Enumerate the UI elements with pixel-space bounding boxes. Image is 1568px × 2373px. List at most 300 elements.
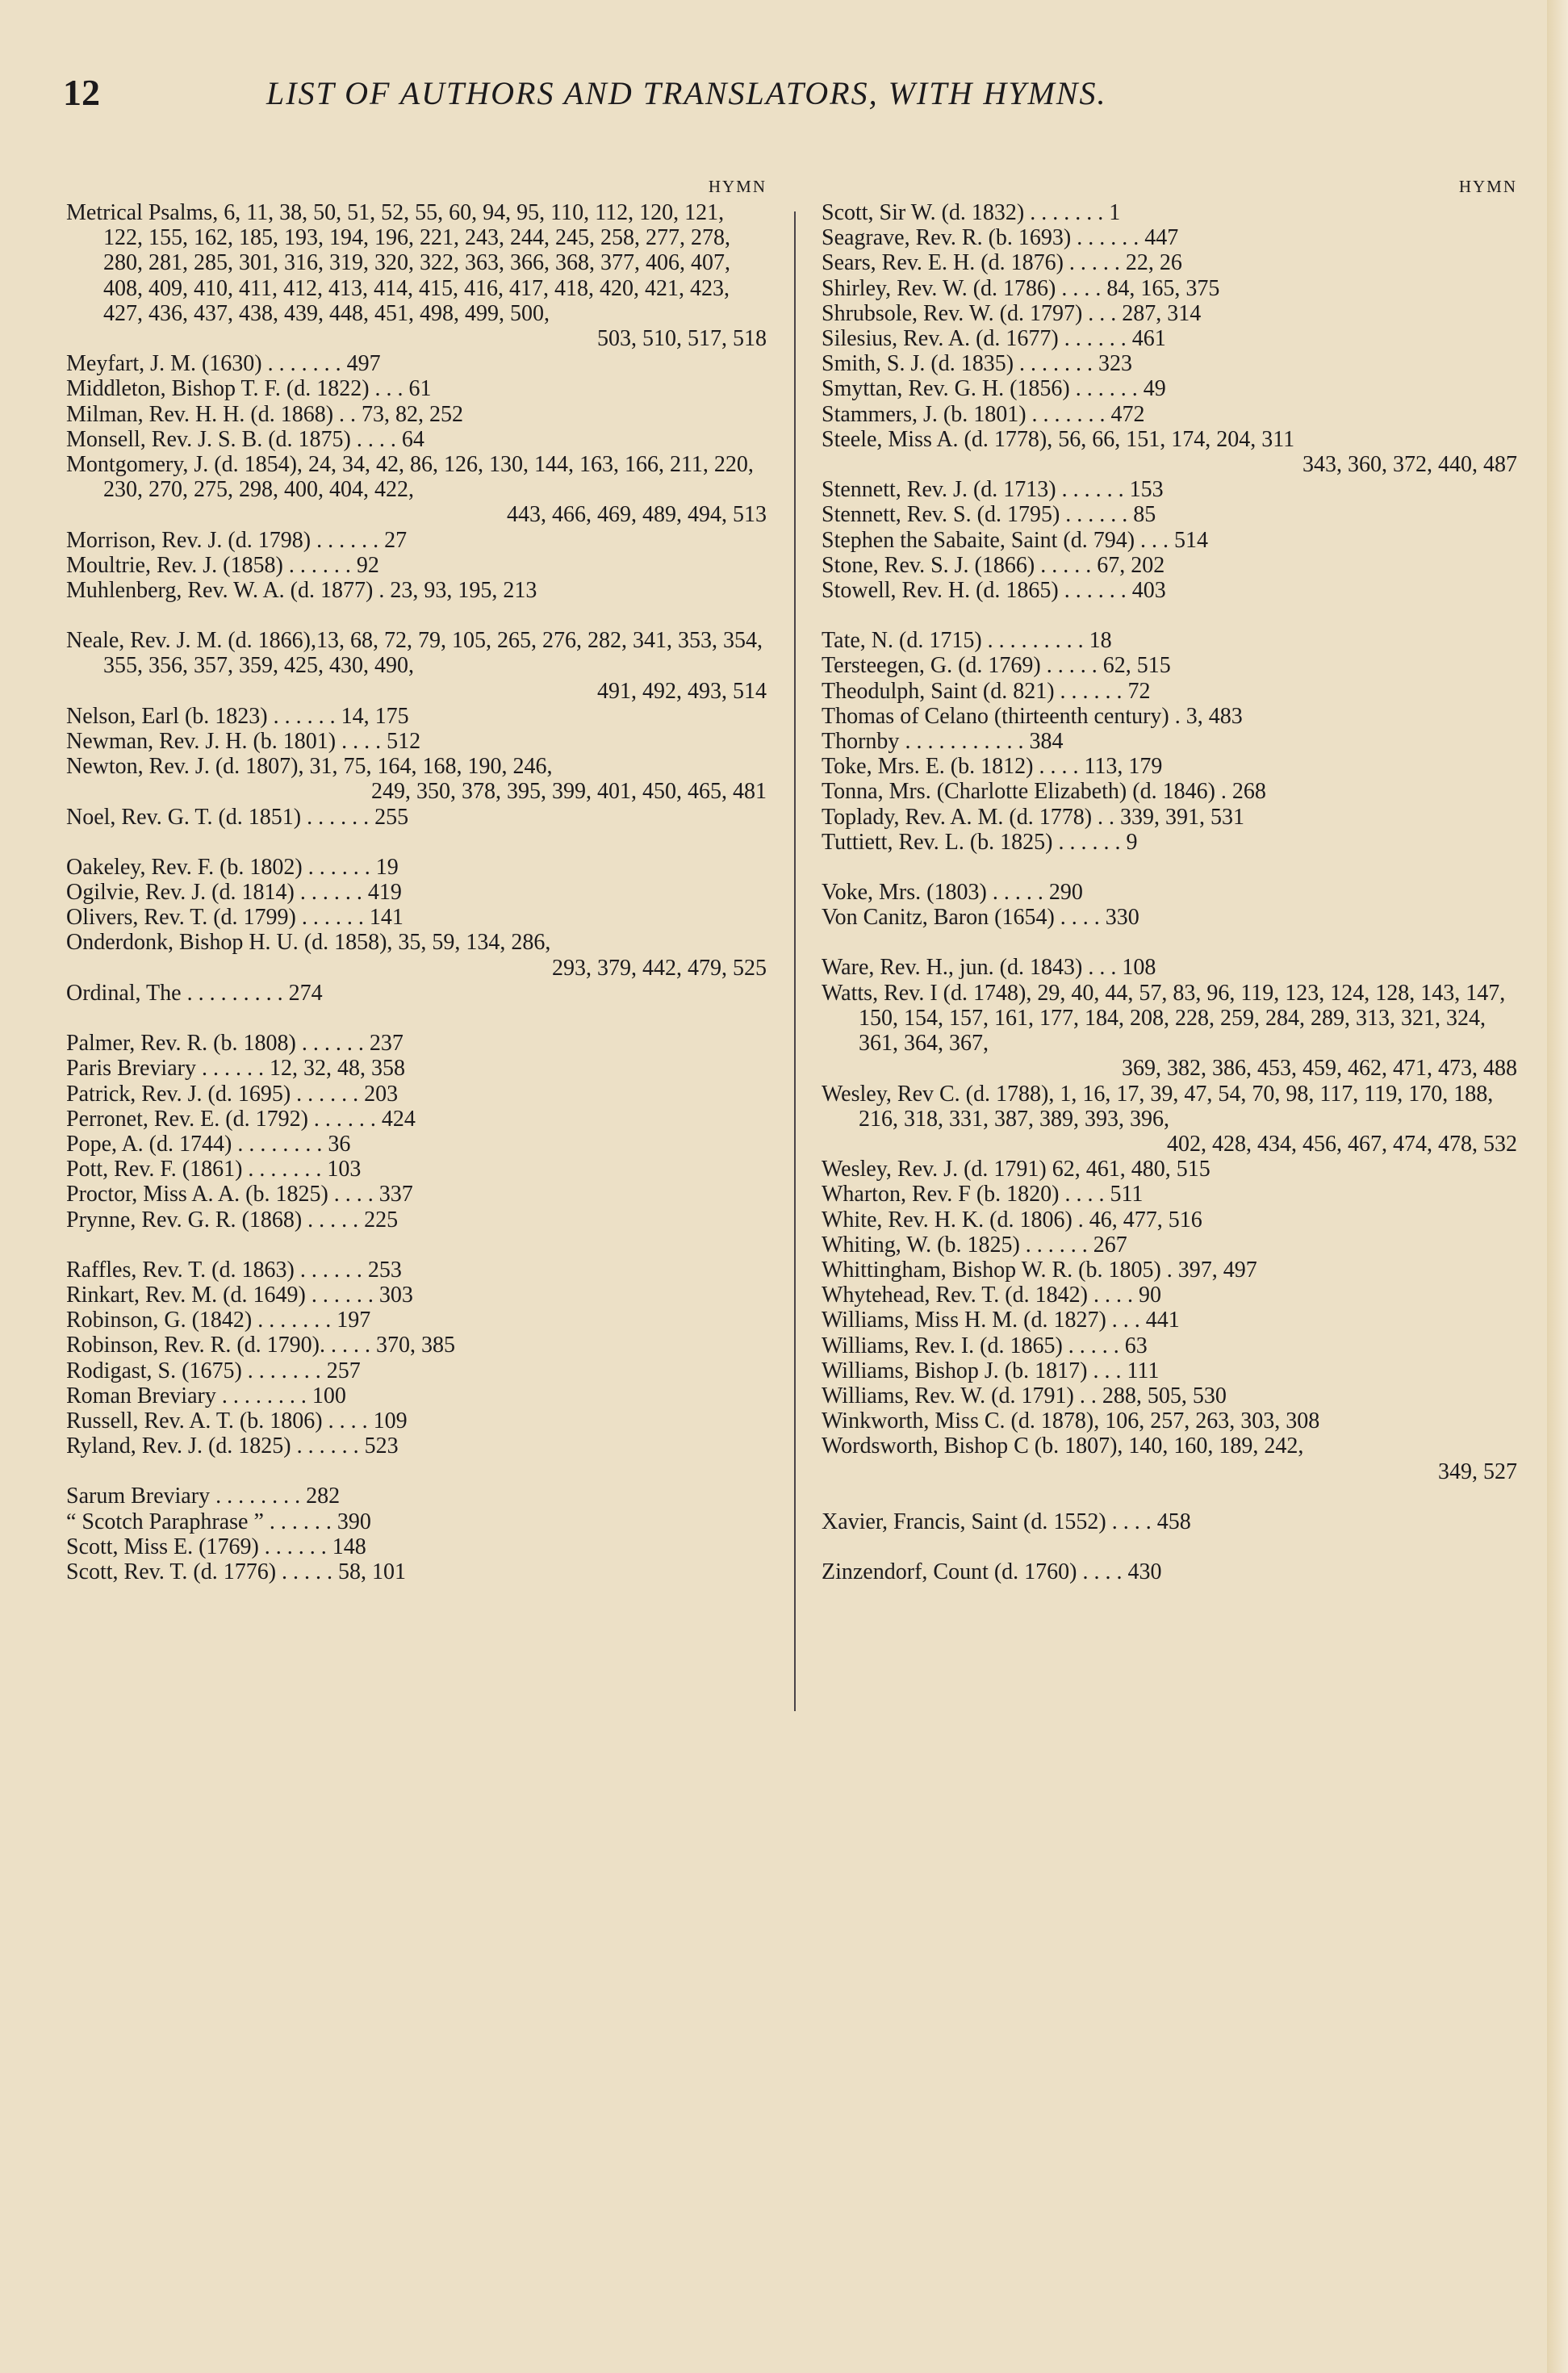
dot-leader: . . . [1135, 527, 1175, 553]
hymn-numbers: 141 [369, 905, 403, 931]
dot-leader: . . . . . . . [1014, 351, 1099, 377]
index-entry [66, 427, 767, 452]
author-name: Pope, A. (d. 1744) [66, 1131, 232, 1157]
dot-leader: . . . . . . [267, 703, 341, 729]
hymn-numbers: 62, 461, 480, 515 [1052, 1157, 1210, 1182]
hymn-numbers: 447 [1144, 225, 1179, 251]
author-name: Roman Breviary [66, 1383, 216, 1408]
author-name: Perronet, Rev. E. (d. 1792) [66, 1106, 308, 1132]
index-entry [66, 905, 767, 930]
dot-leader: . . . . . . [282, 552, 357, 578]
index-entry [822, 880, 1517, 905]
dot-leader: . . . . . . . . [210, 1484, 307, 1509]
author-name: Stennett, Rev. J. (d. 1713) [822, 477, 1056, 503]
hymn-numbers-continued: 491, 492, 493, 514 [597, 678, 767, 704]
dot-leader: . . . . . . [263, 1509, 337, 1534]
author-name: Ogilvie, Rev. J. (d. 1814) [66, 880, 295, 906]
index-entry [822, 326, 1517, 351]
dot-leader: . . . . . . [311, 527, 385, 553]
hymn-numbers: 19 [375, 854, 399, 880]
author-name: Toplady, Rev. A. M. (d. 1778) [822, 804, 1093, 830]
index-entry [66, 1182, 767, 1207]
hymn-numbers: 35, 59, 134, 286, [398, 930, 551, 956]
hymn-numbers-continued: 443, 466, 469, 489, 494, 513 [507, 502, 767, 528]
author-name: Olivers, Rev. T. (d. 1799) [66, 905, 296, 931]
index-entry [822, 830, 1517, 855]
author-name: Nelson, Earl (b. 1823) [66, 703, 268, 729]
hymn-numbers: 18 [1089, 628, 1112, 654]
author-name: Stammers, J. (b. 1801) [822, 401, 1027, 427]
hymn-numbers: 197 [337, 1308, 371, 1333]
index-entry [822, 704, 1517, 729]
dot-leader: . . . . [1033, 754, 1085, 780]
hymn-numbers: 111 [1127, 1358, 1160, 1383]
hymn-numbers: 46, 477, 516 [1089, 1207, 1202, 1233]
index-entry [66, 1283, 767, 1308]
hymn-numbers: 92 [356, 552, 379, 578]
hymn-numbers: 84, 165, 375 [1106, 275, 1220, 301]
hymn-numbers: 441 [1145, 1308, 1180, 1333]
author-name: Milman, Rev. H. H. (d. 1868) [66, 401, 334, 427]
index-entry [66, 200, 767, 351]
index-entry [822, 1408, 1517, 1433]
hymn-numbers: 148 [332, 1534, 366, 1559]
author-name: “ Scotch Paraphrase ” [66, 1509, 264, 1534]
hymn-numbers: 514 [1174, 527, 1209, 553]
author-name: Pott, Rev. F. (1861) [66, 1157, 243, 1182]
index-entry [822, 1358, 1517, 1383]
index-entry [822, 553, 1517, 578]
author-name: Williams, Rev. W. (d. 1791) [822, 1383, 1074, 1408]
author-name: Wharton, Rev. F (b. 1820) [822, 1182, 1060, 1207]
index-entry [66, 880, 767, 905]
index-entry [822, 805, 1517, 830]
author-name: Tonna, Mrs. (Charlotte Elizabeth) (d. 1846) [822, 779, 1215, 805]
hymn-numbers-continued: 249, 350, 378, 395, 399, 401, 450, 465, 481 [371, 779, 767, 805]
author-name: Rinkart, Rev. M. (d. 1649) [66, 1282, 306, 1308]
index-entry [822, 1509, 1517, 1534]
hymn-numbers: 64 [401, 426, 424, 452]
left-column [66, 173, 767, 1584]
index-entry [66, 351, 767, 376]
index-entry [822, 1207, 1517, 1233]
author-name: Ryland, Rev. J. (d. 1825) [66, 1433, 291, 1459]
index-entry [66, 628, 767, 704]
author-name: Palmer, Rev. R. (b. 1808) [66, 1031, 296, 1057]
dot-leader: . . . [1082, 300, 1123, 326]
dot-leader: . . . . . . [294, 1257, 368, 1283]
dot-leader: . . . [1106, 1308, 1146, 1333]
hymn-numbers: 29, 40, 44, 57, 83, 96, 119, 123, 124, 128, 143, 147, 150, 154, 157, 161, 177, 184, 208, 228, 259, 284, 289, 313, 321, 324, 361, 364, 367, [859, 980, 1506, 1057]
author-name: Raffles, Rev. T. (d. 1863) [66, 1257, 295, 1283]
index-entry [66, 1031, 767, 1056]
hymn-numbers: 24, 34, 42, 86, 126, 130, 144, 163, 166, 211, 220, 230, 270, 275, 298, 400, 404, 422, [103, 452, 754, 503]
author-name: Tersteegen, G. (d. 1769) [822, 653, 1041, 679]
author-name: Oakeley, Rev. F. (b. 1802) [66, 854, 303, 880]
hymn-numbers: 458 [1156, 1509, 1191, 1534]
dot-leader: . . . . . . [294, 880, 368, 906]
dot-leader: . . . . [324, 1333, 376, 1358]
index-entry [822, 729, 1517, 754]
author-name: Morrison, Rev. J. (d. 1798) [66, 527, 312, 553]
dot-leader: . . . . [1059, 1182, 1110, 1207]
left-entries [66, 200, 767, 1584]
author-name: Meyfart, J. M. (1630) [66, 351, 262, 377]
index-entry [822, 250, 1517, 275]
dot-leader: . . . . . . [1058, 326, 1132, 352]
hymn-numbers: 403 [1131, 578, 1166, 604]
dot-leader: . . . . . . [291, 1081, 365, 1107]
dot-leader: . . . . . . [1069, 376, 1144, 402]
index-entry [66, 1534, 767, 1559]
dot-leader: . . . . . . [307, 1106, 382, 1132]
author-name: Shrubsole, Rev. W. (d. 1797) [822, 300, 1083, 326]
hymn-numbers: 3, 483 [1185, 703, 1243, 729]
dot-leader: . . . . . . . [241, 1358, 327, 1383]
dot-leader: . . . [1082, 955, 1123, 981]
hymn-numbers: 140, 160, 189, 242, [1128, 1433, 1304, 1459]
index-entry [66, 1433, 767, 1459]
dot-leader: . . . . . [1035, 552, 1098, 578]
hymn-numbers: 67, 202 [1097, 552, 1165, 578]
author-name: Newton, Rev. J. (d. 1807), [66, 754, 304, 780]
hymn-numbers: 31, 75, 164, 168, 190, 246, [309, 754, 553, 780]
dot-leader: . . . . . . [1058, 578, 1132, 604]
dot-leader: . . . . . . [291, 1433, 365, 1459]
index-entry [66, 1082, 767, 1107]
dot-leader: . [373, 578, 391, 604]
index-entry [66, 1484, 767, 1509]
hymn-numbers: 56, 66, 151, 174, 204, 311 [1058, 426, 1295, 452]
author-name: Metrical Psalms, [66, 200, 219, 225]
index-entry [66, 1333, 767, 1358]
hymn-numbers: 523 [364, 1433, 399, 1459]
author-name: Smyttan, Rev. G. H. (1856) [822, 376, 1070, 402]
left-column-heading: HYMN [708, 177, 767, 196]
author-name: Tate, N. (d. 1715) [822, 628, 982, 654]
index-entry [822, 1308, 1517, 1333]
hymn-numbers: 61 [408, 376, 432, 402]
index-entry [66, 1107, 767, 1132]
author-name: Stennett, Rev. S. (d. 1795) [822, 502, 1060, 528]
author-name: White, Rev. H. K. (d. 1806) [822, 1207, 1073, 1233]
index-entry [822, 779, 1517, 804]
hymn-numbers: 419 [367, 880, 402, 906]
author-name: Steele, Miss A. (d. 1778), [822, 426, 1053, 452]
author-name: Wesley, Rev C. (d. 1788), [822, 1081, 1055, 1107]
author-name: Watts, Rev. I (d. 1748), [822, 980, 1032, 1006]
dot-leader: . . . . [1106, 1509, 1157, 1534]
index-entry [66, 1308, 767, 1333]
dot-leader: . . . . [1077, 1559, 1128, 1584]
hymn-numbers: 12, 32, 48, 358 [269, 1056, 405, 1082]
author-name: Scott, Miss E. (1769) [66, 1534, 259, 1559]
hymn-numbers: 253 [367, 1257, 402, 1283]
hymn-numbers: 108 [1122, 955, 1156, 981]
dot-leader: . . . . . . [295, 1031, 370, 1057]
dot-leader: . . . . . . [1052, 829, 1127, 855]
dot-leader: . . . . . . [302, 854, 376, 880]
dot-leader: . . . . . . . [261, 351, 347, 377]
hymn-numbers: 63 [1124, 1333, 1148, 1358]
hymn-numbers: 203 [364, 1081, 399, 1107]
hymn-numbers: 397, 497 [1177, 1257, 1257, 1283]
hymn-numbers: 290 [1048, 880, 1083, 906]
hymn-numbers: 339, 391, 531 [1120, 804, 1245, 830]
index-entry [66, 855, 767, 880]
author-name: Theodulph, Saint (d. 821) [822, 678, 1055, 704]
index-entry [822, 905, 1517, 930]
dot-leader: . . . . [1087, 1283, 1139, 1308]
author-name: Monsell, Rev. J. S. B. (d. 1875) [66, 426, 351, 452]
dot-leader: . . . . . [1040, 653, 1103, 679]
column-divider [794, 211, 796, 1711]
dot-leader: . . . . . . [1056, 477, 1130, 503]
index-entry [822, 679, 1517, 704]
author-name: Onderdonk, Bishop H. U. (d. 1858), [66, 930, 393, 956]
hymn-numbers: 323 [1098, 351, 1133, 377]
dot-leader: . [1215, 779, 1232, 805]
hymn-numbers: 85 [1133, 502, 1156, 528]
hymn-numbers-continued: 369, 382, 386, 453, 459, 462, 471, 473, 488 [1122, 1056, 1517, 1082]
hymn-numbers: 384 [1029, 729, 1064, 755]
author-name: Xavier, Francis, Saint (d. 1552) [822, 1509, 1106, 1534]
dot-leader: . . . . . [1063, 250, 1126, 276]
hymn-numbers: 1 [1109, 200, 1121, 225]
index-entry [66, 704, 767, 729]
author-name: Von Canitz, Baron (1654) [822, 905, 1055, 931]
hymn-numbers: 225 [364, 1207, 399, 1233]
hymn-numbers: 497 [346, 351, 381, 377]
dot-leader: . . . . . . . . . [181, 980, 289, 1006]
hymn-numbers: 337 [378, 1182, 413, 1207]
dot-leader: . . . . . . [1019, 1232, 1093, 1258]
author-name: Sarum Breviary [66, 1484, 211, 1509]
author-name: Scott, Sir W. (d. 1832) [822, 200, 1025, 225]
index-entry [822, 1383, 1517, 1408]
author-name: Robinson, G. (1842) [66, 1308, 253, 1333]
hymn-numbers-continued: 349, 527 [1438, 1459, 1517, 1484]
dot-leader: . [1160, 1257, 1178, 1283]
hymn-numbers: 511 [1110, 1182, 1144, 1207]
index-entry [822, 981, 1517, 1082]
hymn-numbers: 6, 11, 38, 50, 51, 52, 55, 60, 94, 95, 110, 112, 120, 121, 122, 155, 162, 185, 193, 194, 196, 221, 243, 244, 245, 258, 277, 278, 280, 281, 285, 301, 316, 319, 320, 322, 363, 366, 368, 377, 406, 407, 408, 409, 410, 411, 412, 413, 414, 415, 416, 417, 418, 420, 421, 423, 427, 436, 437, 438, 439, 448, 451, 498, 499, 500, [103, 200, 730, 326]
hymn-numbers: 268 [1231, 779, 1266, 805]
dot-leader: . . . . . . [258, 1534, 332, 1559]
author-name: Smith, S. J. (d. 1835) [822, 351, 1014, 377]
dot-leader: . . . . . [1062, 1333, 1125, 1358]
author-name: Montgomery, J. (d. 1854), [66, 452, 303, 478]
index-entry [822, 754, 1517, 779]
index-entry [822, 628, 1517, 653]
dot-leader: . . . . [1054, 905, 1106, 931]
index-entry [66, 1509, 767, 1534]
author-name: Scott, Rev. T. (d. 1776) [66, 1559, 277, 1584]
index-entry [822, 1233, 1517, 1258]
hymn-numbers: 472 [1110, 401, 1145, 427]
index-entry [822, 1559, 1517, 1584]
index-entry [66, 402, 767, 427]
hymn-numbers: 73, 82, 252 [362, 401, 464, 427]
hymn-numbers: 49 [1143, 376, 1166, 402]
hymn-numbers: 106, 257, 263, 303, 308 [1105, 1408, 1320, 1434]
hymn-numbers: 430 [1127, 1559, 1162, 1584]
index-entry [66, 754, 767, 804]
hymn-numbers: 23, 93, 195, 213 [390, 578, 537, 604]
author-name: Neale, Rev. J. M. (d. 1866), [66, 628, 317, 654]
index-entry [66, 981, 767, 1006]
hymn-numbers: 62, 515 [1102, 653, 1171, 679]
index-entry [822, 225, 1517, 250]
index-entry [822, 477, 1517, 502]
hymn-numbers: 237 [369, 1031, 403, 1057]
dot-leader: . . . . . . . [1026, 401, 1111, 427]
index-entry [66, 1157, 767, 1182]
author-name: Shirley, Rev. W. (d. 1786) [822, 275, 1056, 301]
dot-leader: . . . . . . [1060, 502, 1134, 528]
hymn-numbers: 267 [1093, 1232, 1127, 1258]
index-entry [822, 528, 1517, 553]
dot-leader: . . . . [322, 1408, 374, 1433]
index-entry [822, 301, 1517, 326]
author-name: Thomas of Celano (thirteenth century) [822, 703, 1169, 729]
hymn-numbers: 257 [326, 1358, 361, 1383]
hymn-numbers: 100 [312, 1383, 346, 1408]
hymn-numbers: 72 [1127, 678, 1151, 704]
author-name: Patrick, Rev. J. (d. 1695) [66, 1081, 291, 1107]
right-column-heading: HYMN [1458, 177, 1517, 196]
hymn-numbers: 330 [1105, 905, 1139, 931]
author-name: Wordsworth, Bishop C (b. 1807), [822, 1433, 1123, 1459]
hymn-numbers: 461 [1131, 326, 1166, 352]
index-entry [822, 1157, 1517, 1182]
hymn-numbers-continued: 293, 379, 442, 479, 525 [552, 955, 767, 981]
index-entry [822, 1258, 1517, 1283]
dot-leader: . . . . . [302, 1207, 365, 1233]
author-name: Williams, Miss H. M. (d. 1827) [822, 1308, 1106, 1333]
author-name: Sears, Rev. E. H. (d. 1876) [822, 250, 1064, 276]
author-name: Stephen the Sabaite, Saint (d. 794) [822, 527, 1135, 553]
author-name: Stone, Rev. S. J. (1866) [822, 552, 1035, 578]
index-entry [822, 200, 1517, 225]
author-name: Voke, Mrs. (1803) [822, 880, 987, 906]
author-name: Middleton, Bishop T. F. (d. 1822) [66, 376, 370, 402]
index-entry [822, 1283, 1517, 1308]
index-entry [66, 805, 767, 830]
index-entry [822, 376, 1517, 401]
author-name: Ordinal, The [66, 980, 182, 1006]
author-name: Rodigast, S. (1675) [66, 1358, 242, 1383]
author-name: Ware, Rev. H., jun. (d. 1843) [822, 955, 1083, 981]
index-entry [822, 955, 1517, 980]
hymn-numbers: 22, 26 [1125, 250, 1182, 276]
index-entry [66, 1258, 767, 1283]
dot-leader: . . . . . [986, 880, 1049, 906]
index-entry [66, 1207, 767, 1233]
hymn-numbers: 113, 179 [1084, 754, 1163, 780]
index-entry [822, 351, 1517, 376]
author-name: Williams, Rev. I. (d. 1865) [822, 1333, 1063, 1358]
author-name: Noel, Rev. G. T. (d. 1851) [66, 804, 302, 830]
hymn-numbers: 255 [374, 804, 409, 830]
index-entry [66, 1358, 767, 1383]
author-name: Muhlenberg, Rev. W. A. (d. 1877) [66, 578, 374, 604]
right-entries [822, 200, 1517, 1584]
index-entry [822, 276, 1517, 301]
index-entry [822, 578, 1517, 603]
index-entry [66, 930, 767, 980]
author-name: Russell, Rev. A. T. (b. 1806) [66, 1408, 323, 1433]
dot-leader: . . [333, 401, 362, 427]
hymn-numbers: 512 [387, 729, 421, 755]
dot-leader: . . . . . . . . . [981, 628, 1089, 654]
dot-leader: . . [1073, 1383, 1102, 1408]
author-name: Silesius, Rev. A. (d. 1677) [822, 326, 1059, 352]
dot-leader: . . . . . . [195, 1056, 270, 1082]
dot-leader: . [1169, 703, 1186, 729]
author-name: Whiting, W. (b. 1825) [822, 1232, 1020, 1258]
hymn-numbers: 370, 385 [375, 1333, 455, 1358]
index-entry [66, 1132, 767, 1157]
page-title: LIST OF AUTHORS AND TRANSLATORS, WITH HYMNS. [266, 75, 1107, 111]
dot-leader: . . . . . . [301, 804, 375, 830]
dot-leader [303, 452, 308, 477]
hymn-numbers: 109 [373, 1408, 408, 1433]
dot-leader [1047, 1157, 1052, 1182]
index-entry [822, 427, 1517, 477]
author-name: Whytehead, Rev. T. (d. 1842) [822, 1283, 1088, 1308]
dot-leader: . . . . . . [305, 1282, 379, 1308]
author-name: Paris Breviary [66, 1056, 196, 1082]
hymn-numbers: 274 [288, 980, 323, 1006]
author-name: Prynne, Rev. G. R. (1868) [66, 1207, 303, 1233]
author-name: Robinson, Rev. R. (d. 1790). [66, 1333, 325, 1358]
index-entry [66, 1408, 767, 1433]
right-column [822, 173, 1517, 1584]
dot-leader: . . . . . . [1071, 225, 1145, 251]
hymn-numbers: 424 [381, 1106, 416, 1132]
index-entry [66, 1383, 767, 1408]
dot-leader: . . . . . [276, 1559, 339, 1584]
hymn-numbers: 14, 175 [341, 703, 409, 729]
index-entry [822, 402, 1517, 427]
dot-leader: . . . . . . . [252, 1308, 337, 1333]
index-entry [66, 376, 767, 401]
dot-leader: . . . . . . . [242, 1157, 328, 1182]
dot-leader: . . . . [350, 426, 402, 452]
dot-leader: . . . [1087, 1358, 1127, 1383]
dot-leader: . . . . . . [295, 905, 370, 931]
author-name: Newman, Rev. J. H. (b. 1801) [66, 729, 337, 755]
index-entry [66, 1056, 767, 1081]
dot-leader: . . . . . . . . . . . [899, 729, 1030, 755]
index-entry [66, 452, 767, 528]
index-entry [822, 1182, 1517, 1207]
author-name: Proctor, Miss A. A. (b. 1825) [66, 1182, 328, 1207]
author-name: Zinzendorf, Count (d. 1760) [822, 1559, 1077, 1584]
hymn-numbers: 103 [327, 1157, 362, 1182]
hymn-numbers: 153 [1129, 477, 1164, 503]
dot-leader: . . . . [1056, 275, 1107, 301]
dot-leader: . . . . . . . . [232, 1131, 328, 1157]
hymn-numbers-continued: 402, 428, 434, 456, 467, 474, 478, 532 [1167, 1131, 1517, 1157]
index-entry [822, 1082, 1517, 1157]
author-name: Tuttiett, Rev. L. (b. 1825) [822, 829, 1053, 855]
page-edge [1547, 0, 1568, 2373]
index-entry [822, 653, 1517, 678]
hymn-numbers: 288, 505, 530 [1102, 1383, 1227, 1408]
dot-leader: . . . . [328, 1182, 379, 1207]
